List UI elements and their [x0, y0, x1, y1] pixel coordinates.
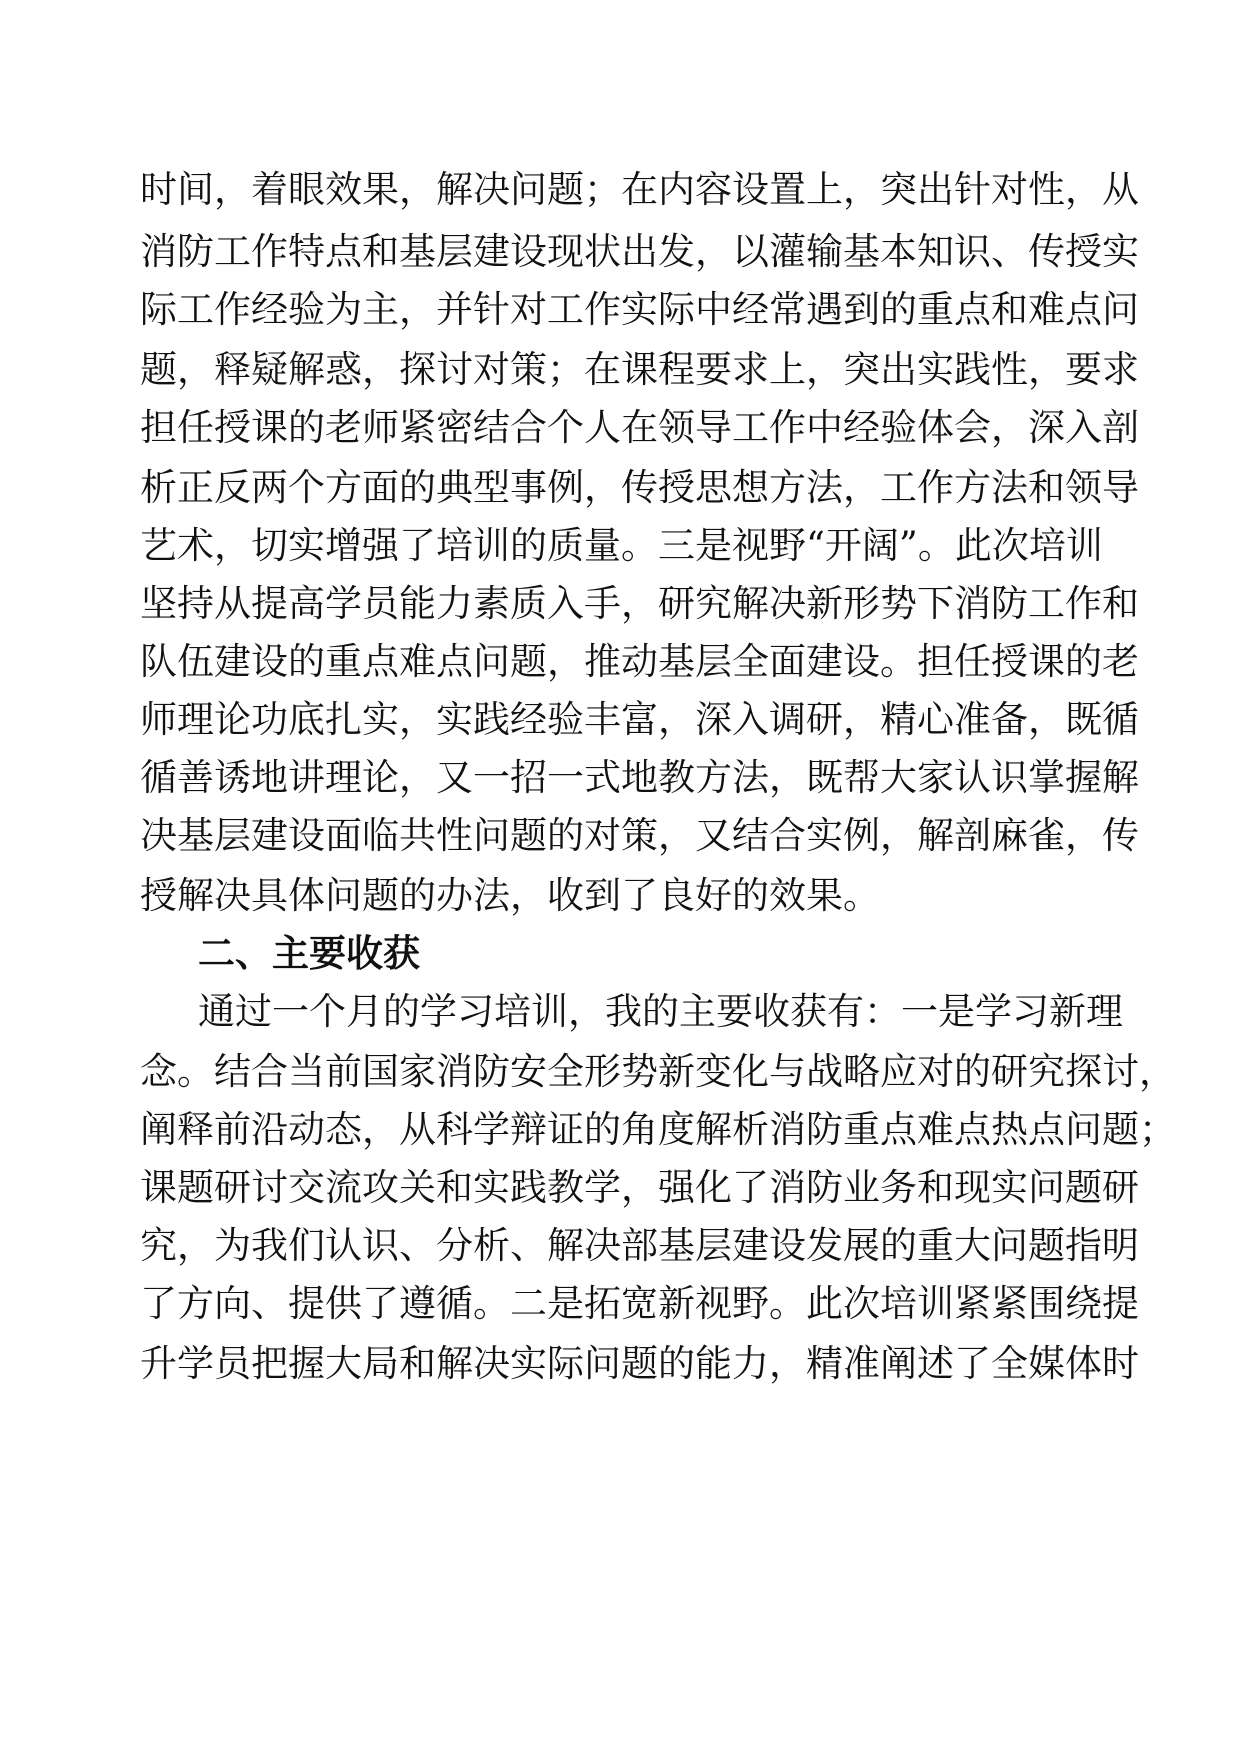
paragraph-line: 了方向、提供了遵循。二是拓宽新视野。此次培训紧紧围绕提	[140, 1282, 1139, 1325]
paragraph-line: 决基层建设面临共性问题的对策，又结合实例，解剖麻雀，传	[140, 814, 1139, 857]
paragraph-line: 析正反两个方面的典型事例，传授思想方法，工作方法和领导	[140, 466, 1139, 509]
paragraph-line: 坚持从提高学员能力素质入手，研究解决新形势下消防工作和	[140, 582, 1139, 625]
paragraph-line: 时间，着眼效果，解决问题；在内容设置上，突出针对性，从	[140, 168, 1139, 211]
paragraph-line: 通过一个月的学习培训，我的主要收获有：一是学习新理	[198, 990, 1123, 1033]
paragraph-line: 艺术，切实增强了培训的质量。三是视野“开阔”。此次培训	[140, 524, 1103, 567]
paragraph-line: 题，释疑解惑，探讨对策；在课程要求上，突出实践性，要求	[140, 348, 1139, 391]
paragraph-line: 阐释前沿动态，从科学辩证的角度解析消防重点难点热点问题；	[140, 1108, 1176, 1151]
paragraph-line: 师理论功底扎实，实践经验丰富，深入调研，精心准备，既循	[140, 698, 1139, 741]
paragraph-line: 究，为我们认识、分析、解决部基层建设发展的重大问题指明	[140, 1224, 1139, 1267]
paragraph-line: 消防工作特点和基层建设现状出发，以灌输基本知识、传授实	[140, 230, 1139, 273]
paragraph-line: 念。结合当前国家消防安全形势新变化与战略应对的研究探讨，	[140, 1050, 1176, 1093]
paragraph-line: 升学员把握大局和解决实际问题的能力，精准阐述了全媒体时	[140, 1342, 1139, 1385]
section-heading: 二、主要收获	[198, 932, 420, 975]
paragraph-line: 课题研讨交流攻关和实践教学，强化了消防业务和现实问题研	[140, 1166, 1139, 1209]
paragraph-line: 授解决具体问题的办法，收到了良好的效果。	[140, 874, 880, 917]
paragraph-line: 际工作经验为主，并针对工作实际中经常遇到的重点和难点问	[140, 288, 1139, 331]
paragraph-line: 循善诱地讲理论，又一招一式地教方法，既帮大家认识掌握解	[140, 756, 1139, 799]
paragraph-line: 队伍建设的重点难点问题，推动基层全面建设。担任授课的老	[140, 640, 1139, 683]
paragraph-line: 担任授课的老师紧密结合个人在领导工作中经验体会，深入剖	[140, 406, 1139, 449]
